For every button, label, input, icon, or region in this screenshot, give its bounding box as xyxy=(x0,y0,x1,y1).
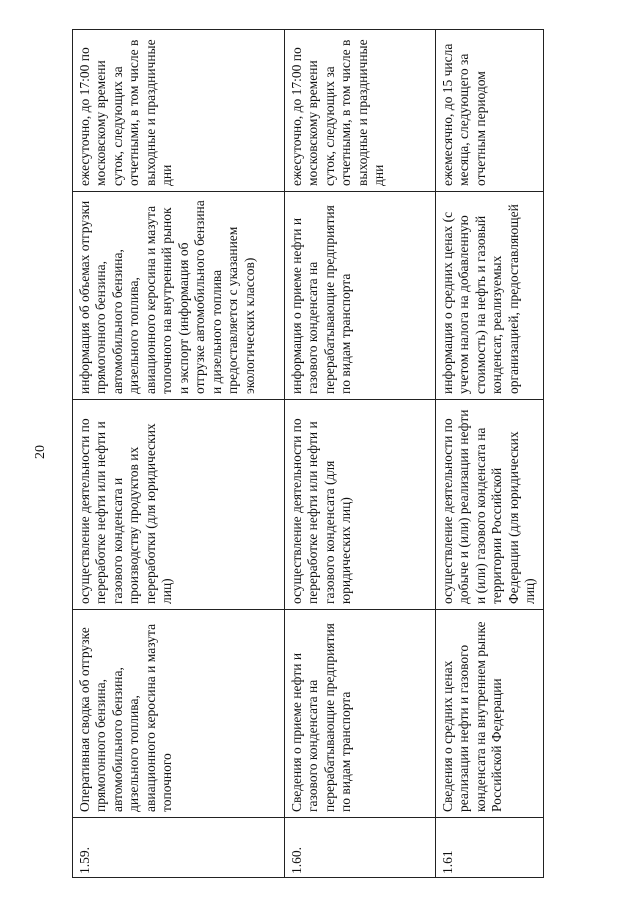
frequency-cell: ежесуточно, до 17:00 по московскому времени суток, следующих за отчетными, в том числе в выходные и праздничные дни xyxy=(73,30,285,192)
respondents-cell: осуществление деятельности по добыче и (или) реализации нефти и (или) газового конденсата на территории Российской Федерации (для юридических лиц) xyxy=(436,400,544,610)
respondents-cell: осуществление деятельности по переработке нефти или нефти и газового конденсата и производству продуктов их переработки (для юридических лиц) xyxy=(73,400,285,610)
form-name-cell: Оперативная сводка об отгрузке прямогонного бензина, автомобильного бензина, дизельного топлива, авиационного керосина и мазута топочного xyxy=(73,610,285,818)
table-row xyxy=(73,30,285,878)
rotated-page-content xyxy=(72,30,538,878)
content-cell: информация об объемах отгрузки прямогонного бензина, автомобильного бензина, дизельного топлива, авиационного керосина и мазута топочного на внутренний рынок и экспорт (информация об отгрузке автомобильного бензина и дизельного топлива предоставляется с указанием экологических классов) xyxy=(73,192,285,400)
content-cell: информация о приеме нефти и газового конденсата на перерабатывающие предприятия по видам транспорта xyxy=(285,192,436,400)
row-number: 1.60. xyxy=(285,818,436,878)
table-row xyxy=(436,30,544,878)
table-row xyxy=(285,30,436,878)
respondents-cell: осуществление деятельности по переработке нефти или нефти и газового конденсата (для юридических лиц) xyxy=(285,400,436,610)
frequency-cell: ежемесячно, до 15 числа месяца, следующего за отчетным периодом xyxy=(436,30,544,192)
reporting-forms-table xyxy=(72,29,544,878)
frequency-cell: ежесуточно, до 17:00 по московскому времени суток, следующих за отчетными, в том числе в выходные и праздничные дни xyxy=(285,30,436,192)
page-number: 20 xyxy=(33,445,48,459)
form-name-cell: Сведения о средних ценах реализации нефти и газового конденсата на внутреннем рынке Российской Федерации xyxy=(436,610,544,818)
row-number: 1.61 xyxy=(436,818,544,878)
form-name-cell: Сведения о приеме нефти и газового конденсата на перерабатывающие предприятия по видам транспорта xyxy=(285,610,436,818)
row-number: 1.59. xyxy=(73,818,285,878)
content-cell: информация о средних ценах (с учетом налога на добавленную стоимость) на нефть и газовый конденсат, реализуемых организацией, предоставляющей xyxy=(436,192,544,400)
